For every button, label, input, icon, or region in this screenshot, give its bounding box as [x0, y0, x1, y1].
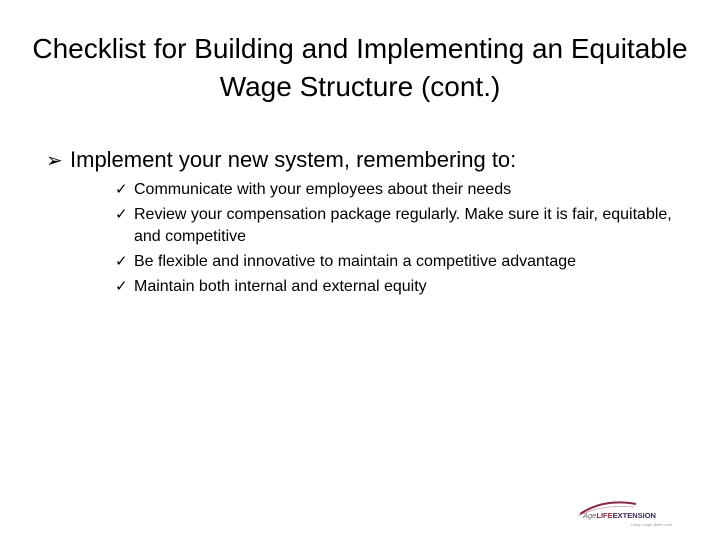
- checkmark-icon: ✓: [115, 181, 128, 198]
- list-item: [115, 276, 695, 298]
- list-item-text: Maintain both internal and external equity: [134, 278, 427, 295]
- list-item: [115, 179, 695, 201]
- checkmark-icon: ✓: [115, 206, 128, 223]
- checkmark-icon: ✓: [115, 253, 128, 270]
- checkmark-icon: ✓: [115, 278, 128, 295]
- main-bullet: [46, 146, 686, 175]
- list-item: [115, 204, 695, 248]
- slide-title: Checklist for Building and Implementing an Equitable Wage Structure (cont.): [32, 33, 688, 102]
- arrow-bullet-icon: ➢: [46, 150, 63, 172]
- logo-wordmark: AgeLIFEEXTENSION: [583, 511, 656, 520]
- list-item-text: Communicate with your employees about their needs: [134, 181, 512, 198]
- logo-tagline: Living Longer, Better Lives: [631, 523, 673, 527]
- agelife-extension-logo: [576, 500, 672, 530]
- list-item-text: Be flexible and innovative to maintain a competitive advantage: [134, 253, 577, 270]
- checklist: [115, 179, 695, 301]
- main-bullet-text: Implement your new system, remembering to:: [70, 147, 517, 172]
- list-item: [115, 251, 695, 273]
- list-item-text: Review your compensation package regularly. Make sure it is fair, equitable, and competitive: [134, 206, 672, 245]
